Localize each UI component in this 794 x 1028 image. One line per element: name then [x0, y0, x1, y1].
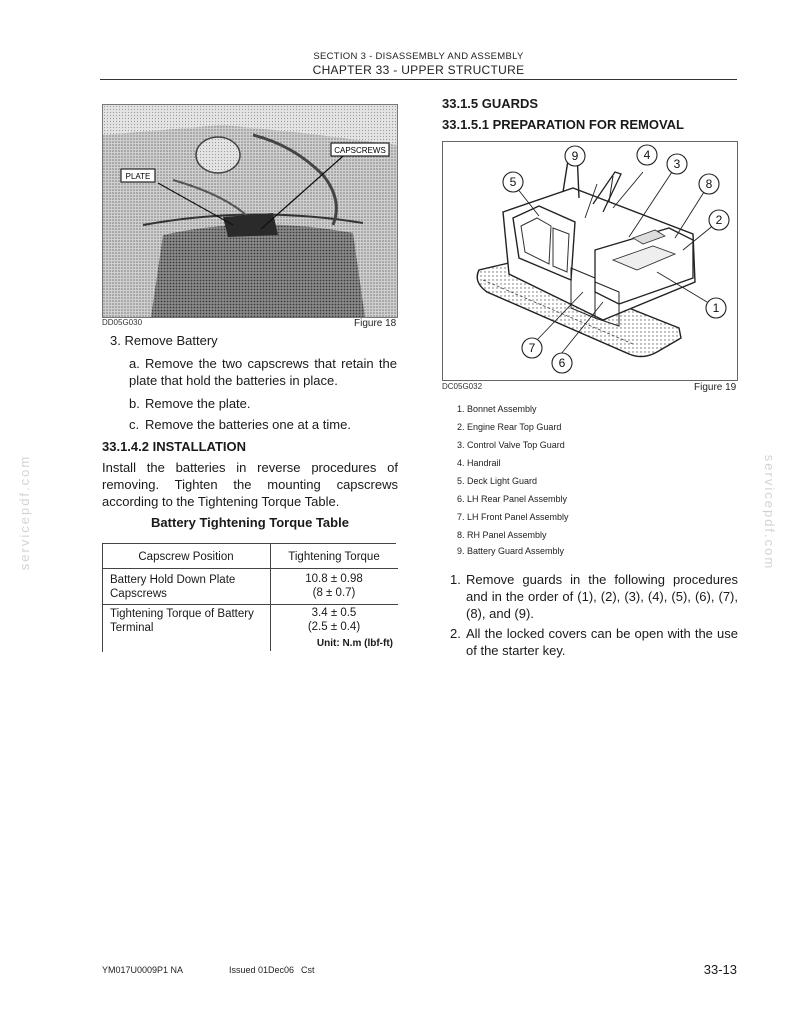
guard-step-2 — [442, 625, 738, 661]
preparation-heading: 33.1.5.1 PREPARATION FOR REMOVAL — [442, 117, 684, 132]
table-header-rule — [102, 568, 398, 569]
table-header-torque: Tightening Torque — [288, 551, 380, 563]
step-remove-battery: 3. Remove Battery — [110, 333, 218, 348]
excavator-illustration — [443, 142, 737, 380]
header-rule — [100, 79, 737, 80]
table-row-rule — [102, 604, 398, 605]
section-header: SECTION 3 - DISASSEMBLY AND ASSEMBLY — [313, 51, 524, 62]
legend-item: 3. Control Valve Top Guard — [457, 440, 565, 450]
table-top-rule — [102, 543, 396, 544]
footer-cst: Cst — [301, 965, 315, 975]
battery-photo-illustration — [103, 105, 397, 317]
callout-3-label: 3 — [673, 157, 681, 171]
table-unit: Unit: N.m (lbf-ft) — [316, 638, 393, 649]
guard-step-1 — [442, 571, 738, 623]
step-number: 1. — [450, 572, 461, 587]
callout-5-label: 5 — [509, 175, 517, 189]
legend-item: 1. Bonnet Assembly — [457, 404, 537, 414]
table-row-1-torque: 10.8 ± 0.98 — [305, 573, 363, 585]
legend-item: 7. LH Front Panel Assembly — [457, 512, 569, 522]
table-row-2-position: Tightening Torque of Battery Terminal — [110, 608, 254, 634]
table-row-1-torque-alt: (8 ± 0.7) — [312, 587, 356, 599]
callout-4-label: 4 — [643, 148, 651, 162]
figure19-caption: Figure 19 — [694, 382, 737, 393]
installation-text: Install the batteries in reverse procedures of removing. Tighten the mounting capscrews according to the Tightening Torque Table. — [102, 460, 398, 509]
battery-photo — [102, 104, 398, 318]
callout-9-label: 9 — [571, 149, 579, 163]
watermark-right: servicepdf.com — [762, 454, 778, 571]
substep-label: b. — [129, 396, 140, 411]
table-header-position: Capscrew Position — [138, 551, 234, 563]
legend-item: 8. RH Panel Assembly — [457, 530, 547, 540]
figure18-caption: Figure 18 — [354, 318, 397, 329]
substep-text: Remove the plate. — [145, 396, 251, 411]
legend-item: 4. Handrail — [457, 458, 501, 468]
callout-2-label: 2 — [715, 213, 723, 227]
step-text: Remove guards in the following procedures and in the order of (1), (2), (3), (4), (5), (6), (7), (8), and (9). — [466, 572, 738, 621]
substep-c — [129, 416, 397, 433]
guards-heading: 33.1.5 GUARDS — [442, 96, 539, 111]
callout-7-label: 7 — [528, 341, 536, 355]
step-number: 2. — [450, 626, 461, 641]
figure18-code: DD05G030 — [102, 318, 143, 327]
table-row-2-torque-alt: (2.5 ± 0.4) — [307, 621, 361, 633]
substep-text: Remove the two capscrews that retain the plate that hold the batteries in place. — [129, 356, 397, 388]
legend-item: 2. Engine Rear Top Guard — [457, 422, 562, 432]
chapter-header: CHAPTER 33 - UPPER STRUCTURE — [312, 63, 525, 77]
legend-item: 6. LH Rear Panel Assembly — [457, 494, 568, 504]
substep-a — [129, 355, 397, 389]
step-text: All the locked covers can be open with the use of the starter key. — [466, 626, 738, 658]
footer-issued: Issued 01Dec06 — [229, 965, 295, 975]
table-row-1-position: Battery Hold Down Plate Capscrews — [110, 574, 236, 600]
callout-8-label: 8 — [705, 177, 713, 191]
installation-heading: 33.1.4.2 INSTALLATION — [102, 439, 246, 454]
substep-label: c. — [129, 417, 140, 432]
table-row-2-torque: 3.4 ± 0.5 — [311, 607, 357, 619]
capscrews-label: CAPSCREWS — [334, 146, 386, 155]
footer-doc-id: YM017U0009P1 NA — [102, 965, 184, 975]
watermark-left: servicepdf.com — [17, 454, 33, 571]
legend-item: 5. Deck Light Guard — [457, 476, 538, 486]
substep-b — [129, 395, 397, 412]
callout-6-label: 6 — [558, 356, 566, 370]
page-number: 33-13 — [703, 962, 737, 977]
excavator-diagram — [442, 141, 738, 381]
torque-table-title: Battery Tightening Torque Table — [151, 515, 349, 530]
plate-label: PLATE — [125, 172, 151, 181]
substep-text: Remove the batteries one at a time. — [145, 417, 351, 432]
figure19-code: DC05G032 — [442, 382, 483, 391]
substep-label: a. — [129, 356, 140, 371]
callout-1-label: 1 — [712, 301, 720, 315]
legend-item: 9. Battery Guard Assembly — [457, 546, 565, 556]
